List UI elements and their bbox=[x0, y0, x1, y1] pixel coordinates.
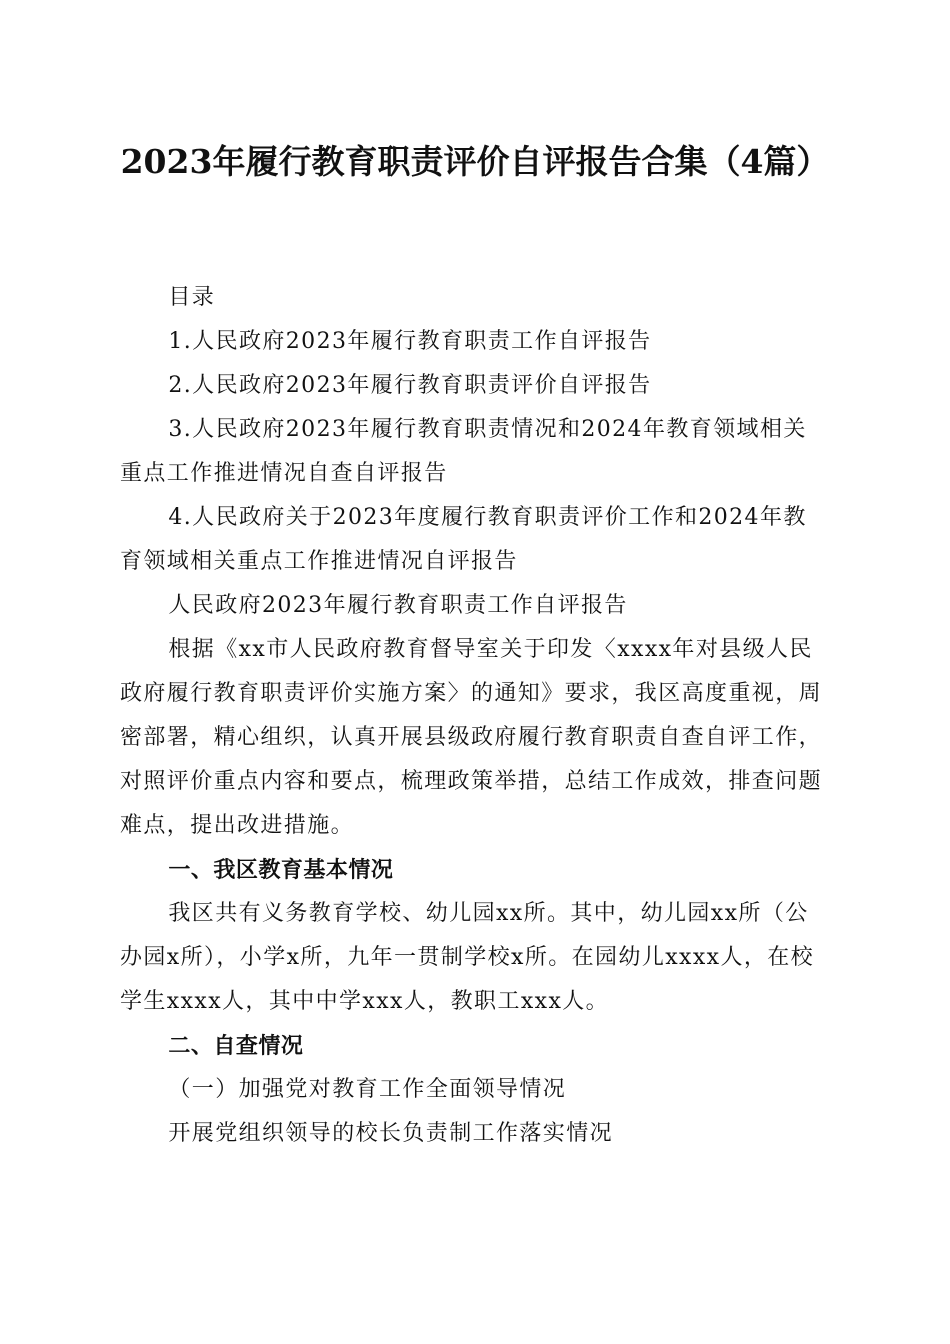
section-heading-self-check: 二、自查情况 bbox=[168, 1033, 304, 1059]
subsection-heading-party-leadership: （一）加强党对教育工作全面领导情况 bbox=[168, 1077, 567, 1102]
section-heading-basic-situation: 一、我区教育基本情况 bbox=[168, 857, 394, 883]
toc-item-4: 4.人民政府关于2023年度履行教育职责评价工作和2024年教育领域相关重点工作推进情况自评报告 bbox=[120, 505, 807, 574]
report-intro-paragraph: 根据《xx市人民政府教育督导室关于印发〈xxxx年对县级人民政府履行教育职责评价实施方案〉的通知》要求，我区高度重视，周密部署，精心组织，认真开展县级政府履行教育职责自查自评工作，对照评价重点内容和要点，梳理政策举措，总结工作成效，排查问题难点，提出改进措施。 bbox=[120, 637, 823, 838]
toc-item-1: 1.人民政府2023年履行教育职责工作自评报告 bbox=[168, 329, 652, 354]
toc-item-2: 2.人民政府2023年履行教育职责评价自评报告 bbox=[168, 373, 652, 398]
toc-item-3: 3.人民政府2023年履行教育职责情况和2024年教育领域相关重点工作推进情况自查自评报告 bbox=[120, 417, 807, 486]
document-body bbox=[120, 276, 830, 1156]
basic-situation-paragraph: 我区共有义务教育学校、幼儿园xx所。其中，幼儿园xx所（公办园x所），小学x所，九年一贯制学校x所。在园幼儿xxxx人，在校学生xxxx人，其中中学xxx人，教职工xxx人。 bbox=[120, 901, 815, 1014]
report-title: 人民政府2023年履行教育职责工作自评报告 bbox=[168, 593, 628, 618]
subsection-item-principal-responsibility: 开展党组织领导的校长负责制工作落实情况 bbox=[168, 1121, 613, 1146]
toc-label: 目录 bbox=[168, 285, 216, 310]
document-title: 2023年履行教育职责评价自评报告合集（4篇） bbox=[120, 142, 830, 181]
